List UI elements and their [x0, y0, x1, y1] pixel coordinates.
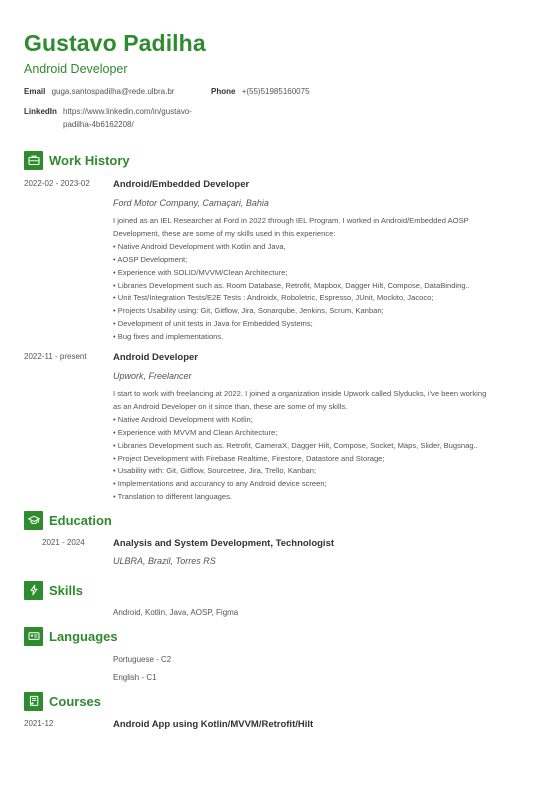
job-2-role: Android Developer [113, 352, 198, 363]
job-1-description [113, 215, 533, 344]
job-1-line: I joined as an IEL Researcher at Ford in 2022 through IEL Program. I worked in Android/Embedded AOSP [113, 216, 469, 225]
skills-title: Skills [49, 582, 83, 598]
language-item: Portuguese - C2 [113, 655, 172, 664]
language-item: English - C1 [113, 673, 157, 682]
job-1-company: Ford Motor Company, Camaçari, Bahia [113, 198, 269, 208]
job-1-line: • Native Android Development with Kotlin and Java, [113, 241, 286, 251]
education-school: ULBRA, Brazil, Torres RS [113, 556, 216, 566]
email-value[interactable]: guga.santospadilha@rede.ulbra.br [51, 87, 175, 96]
job-2-line: • Experience with MVVM and Clean Architecture; [113, 427, 278, 437]
education-heading [24, 511, 112, 529]
course-date: 2021-12 [24, 719, 54, 728]
job-1-line: • Libraries Development such as. Room Database, Retrofit, Mapbox, Dagger Hilt, Compose, DataBinding.. [113, 280, 470, 290]
job-1-line: • Unit Test/Integration Tests/E2E Tests : Androidx, Roboletric, Espresso, JUnit, Mockito, Jacoco; [113, 293, 434, 303]
phone-value[interactable]: +(55)51985160075 [241, 87, 310, 96]
job-1-line: • Bug fixes and implementations. [113, 332, 224, 342]
job-1-date: 2022-02 - 2023-02 [24, 179, 90, 188]
job-2-line: • Native Android Development with Kotlin; [113, 414, 253, 424]
education-degree: Analysis and System Development, Technologist [113, 538, 335, 549]
languages-title: Languages [49, 628, 118, 644]
job-2-line: • Usability with: Git, Gitflow, Sourcetree, Jira, Trello, Kanban; [113, 466, 317, 476]
job-2-company: Upwork, Freelancer [113, 371, 192, 381]
id-card-icon [24, 627, 43, 646]
job-2-date: 2022-11 - present [24, 352, 87, 361]
work-history-heading [24, 151, 130, 169]
languages-heading [24, 627, 118, 645]
briefcase-icon [24, 151, 43, 170]
job-title: Android Developer [24, 62, 128, 76]
job-2-line: • Translation to different languages. [113, 492, 233, 502]
linkedin-line-1: https://www.linkedin.com/in/gustavo- [63, 107, 192, 116]
contact-email [24, 87, 174, 96]
job-1-line: • Projects Usability using: Git, Gitflow, Jira, Sonarqube, Jenkins, Scrum, Kanban; [113, 306, 384, 316]
education-date: 2021 - 2024 [42, 538, 85, 547]
education-title: Education [49, 512, 112, 528]
linkedin-label: LinkedIn [24, 107, 57, 116]
job-1-line: Development, these are some of my skills used in this experience: [113, 228, 336, 238]
job-1-line: • Experience with SOLID/MVVM/Clean Architecture; [113, 267, 288, 277]
skills-heading [24, 581, 83, 599]
job-1-role: Android/Embedded Developer [113, 179, 250, 190]
job-2-line: • Libraries Development such as. Retrofit, CameraX, Dagger Hilt, Compose, Socket, Maps, Slider, Bugsnag.. [113, 440, 478, 450]
graduation-cap-icon [24, 511, 43, 530]
job-2-line: I start to work with freelancing at 2022. I joined a organization inside Upwork called Slyducks, i've been working [113, 389, 487, 398]
work-history-title: Work History [49, 152, 130, 168]
contact-phone [211, 87, 310, 96]
course-name: Android App using Kotlin/MVVM/Retrofit/Hilt [113, 719, 314, 730]
job-2-line: • Project Development with Firebase Realtime, Firestore, Datastore and Storage; [113, 453, 385, 463]
candidate-name: Gustavo Padilha [24, 30, 206, 56]
job-1-line: • AOSP Development; [113, 254, 188, 264]
certificate-icon [24, 692, 43, 711]
job-2-line: • Implementations and accurancy to any Android device screen; [113, 479, 327, 489]
linkedin-link[interactable] [63, 106, 223, 131]
courses-title: Courses [49, 693, 102, 709]
email-label: Email [24, 87, 46, 96]
phone-label: Phone [211, 87, 236, 96]
job-1-line: • Development of unit tests in Java for Embedded Systems; [113, 319, 313, 329]
linkedin-line-2: padilha-4b6162208/ [63, 119, 134, 129]
courses-heading [24, 692, 101, 710]
job-2-description [113, 388, 533, 504]
skills-list: Android, Kotlin, Java, AOSP, Figma [113, 608, 239, 617]
lightning-icon [24, 581, 43, 600]
job-2-line: as an Android Developer on it since than, these are some of my skills. [113, 401, 348, 411]
